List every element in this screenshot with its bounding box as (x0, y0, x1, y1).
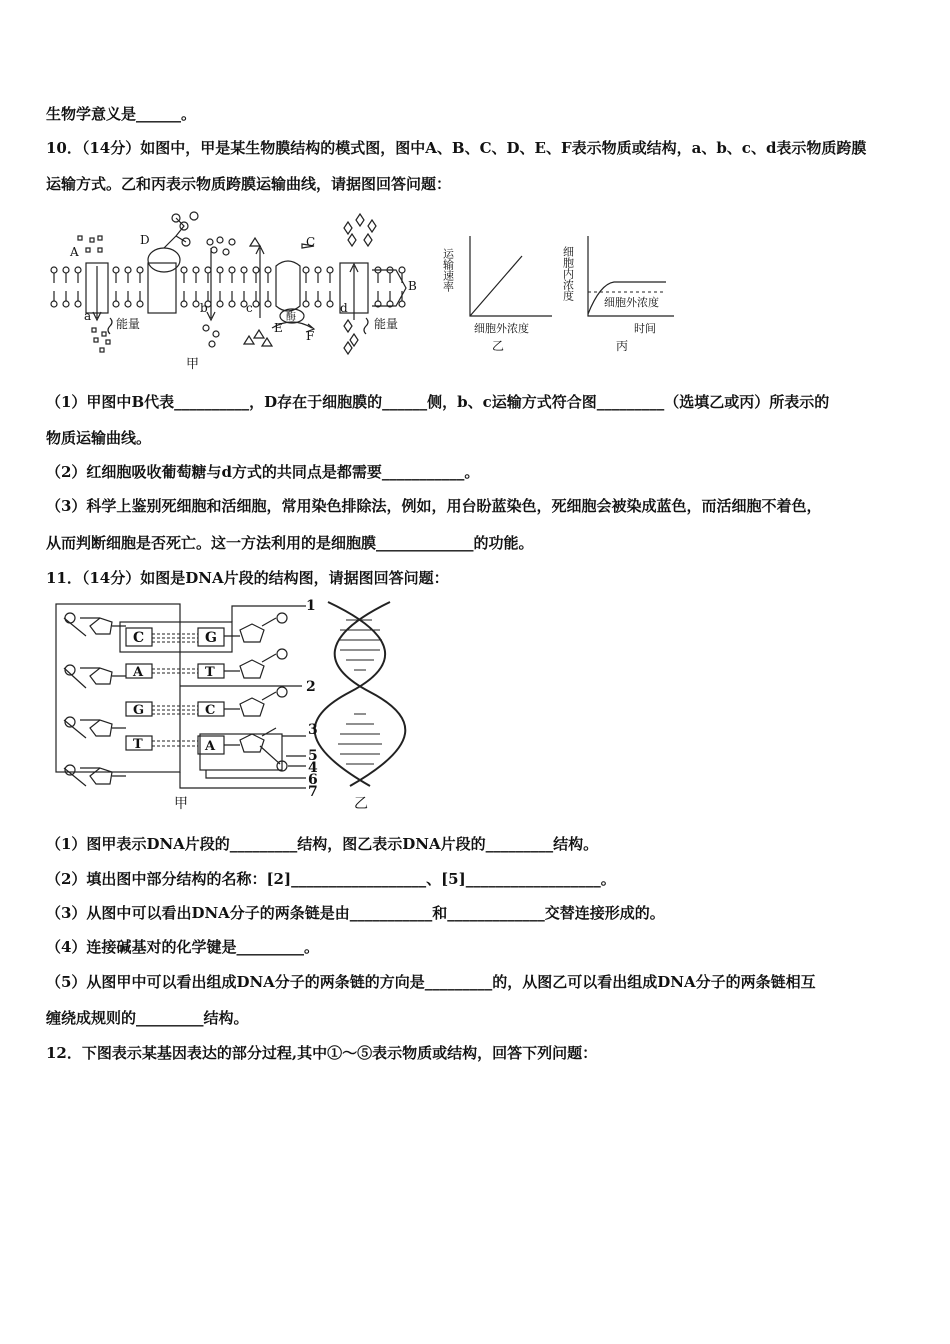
bing-ylabel: 细胞内浓度 (561, 246, 575, 301)
q10-head: 10．（14分）如图中，甲是某生物膜结构的模式图，图中A、B、C、D、E、F表示物质或结构，a、b、c、d表示物质跨膜 (46, 139, 867, 157)
label-energy-1: 能量 (116, 317, 141, 331)
base-right-4: A (205, 739, 216, 754)
left-sugars (90, 618, 112, 784)
caption-jia-11: 甲 (174, 796, 188, 812)
label-enzyme: 酶 (286, 312, 296, 323)
q10-1a: （1）甲图中B代表__________，D存在于细胞膜的______侧，b、c运输方式符合图_________（选填乙或丙）所表示的 (46, 393, 830, 411)
q11-5b: 缠绕成规则的_________结构。 (46, 1009, 249, 1027)
num-7: 7 (308, 784, 318, 800)
outer-box (56, 604, 180, 772)
base-left-4: T (133, 737, 143, 752)
q11-2: （2）填出图中部分结构的名称：[2]__________________、[5]__________________。 (46, 870, 616, 888)
label-A: A (70, 245, 79, 259)
num-3: 3 (308, 722, 318, 738)
base-right-2: T (205, 665, 215, 680)
base-left-1: C (133, 630, 145, 646)
molecules (78, 214, 376, 354)
yi-ylabel: 运输速率 (441, 248, 455, 292)
label-d: d (340, 301, 348, 315)
leader-1 (232, 606, 306, 622)
yi-xlabel: 细胞外浓度 (474, 322, 529, 335)
carrier-protein (276, 261, 300, 311)
q10-head-2: 运输方式。乙和丙表示物质跨膜运输曲线，请据图回答问题： (46, 175, 452, 193)
leader-7 (180, 772, 306, 788)
num-4: 4 (308, 760, 318, 776)
base-left-3: G (133, 703, 145, 718)
label-a: a (84, 309, 92, 323)
label-B: B (408, 279, 417, 293)
line-prev-answer: 生物学意义是______。 (46, 105, 197, 123)
q12-head: 12．下图表示某基因表达的部分过程,其中①～⑤表示物质或结构，回答下列问题： (46, 1044, 598, 1062)
q10-1b: 物质运输曲线。 (46, 429, 152, 447)
label-F: F (306, 329, 315, 343)
label-c: c (246, 301, 253, 315)
yi-line (470, 256, 522, 316)
q11-head: 11．（14分）如图是DNA片段的结构图，请据图回答问题： (46, 569, 449, 587)
num-1: 1 (306, 598, 316, 614)
bing-caption: 丙 (616, 339, 629, 353)
q10-3b: 从而判断细胞是否死亡。这一方法利用的是细胞膜_____________的功能。 (46, 534, 534, 552)
q10-2: （2）红细胞吸收葡萄糖与d方式的共同点是都需要___________。 (46, 463, 480, 481)
leader-6 (206, 770, 306, 778)
glycoprotein-d (148, 248, 180, 272)
lower-phospholipids (51, 301, 405, 307)
q11-1: （1）图甲表示DNA片段的_________结构，图乙表示DNA片段的_________结构。 (46, 835, 599, 853)
figure-10-labels (69, 233, 417, 372)
bing-xlabel: 时间 (634, 322, 656, 335)
structure-numbers (306, 598, 318, 800)
yi-caption: 乙 (492, 339, 505, 353)
num-2: 2 (306, 679, 316, 695)
caption-yi-11: 乙 (354, 796, 368, 812)
figure-11-svg (50, 596, 430, 812)
q11-4: （4）连接碱基对的化学键是_________。 (46, 938, 319, 956)
figure-11 (50, 596, 430, 812)
left-backbone (64, 618, 86, 786)
q11-5a: （5）从图甲中可以看出组成DNA分子的两条链的方向是_________的，从图乙可以看出组成DNA分子的两条链相互 (46, 973, 816, 991)
label-E: E (274, 321, 283, 335)
base-left-2: A (133, 665, 144, 680)
num-6: 6 (308, 772, 318, 788)
q10-3a: （3）科学上鉴别死细胞和活细胞，常用染色排除法，例如，用台盼蓝染色，死细胞会被染成蓝色，而活细胞不着色， (46, 497, 822, 515)
base-right-1: G (205, 630, 217, 646)
chart-bing (562, 236, 675, 353)
figure-10 (44, 208, 684, 378)
q11-3: （3）从图中可以看出DNA分子的两条链是由___________和_____________交替连接形成的。 (46, 904, 665, 922)
base-right-3: C (205, 703, 216, 718)
figure-10-svg (44, 208, 684, 378)
bing-inner-label: 细胞外浓度 (604, 296, 659, 309)
label-C: C (306, 235, 316, 249)
right-sugars (240, 624, 264, 752)
label-D: D (140, 233, 150, 247)
chart-yi (442, 236, 553, 353)
caption-jia: 甲 (186, 357, 200, 372)
label-energy-2: 能量 (374, 317, 399, 331)
membrane-bilayer (51, 212, 406, 354)
label-b: b (200, 301, 208, 315)
helix-rungs (338, 620, 382, 764)
num-5: 5 (308, 748, 318, 764)
